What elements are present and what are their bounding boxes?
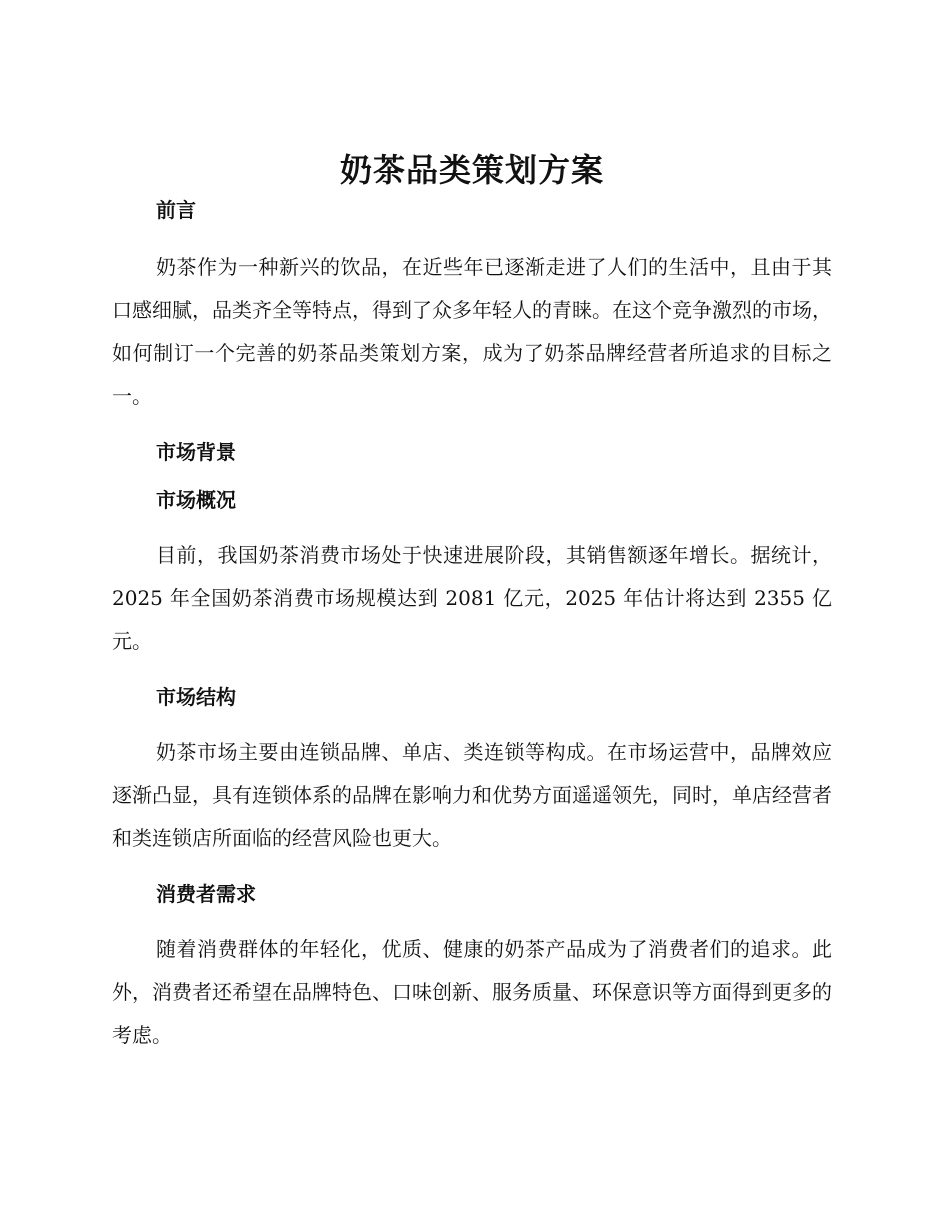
paragraph-consumer-demand: 随着消费群体的年轻化，优质、健康的奶茶产品成为了消费者们的追求。此外，消费者还希望在品牌特色、口味创新、服务质量、环保意识等方面得到更多的考虑。 [112,937,832,1047]
document-title: 奶茶品类策划方案 [339,151,604,189]
section-heading-market-background: 市场背景 [156,440,236,464]
section-heading-preface: 前言 [156,198,196,222]
document-page [112,148,832,1057]
paragraph-market-structure: 奶茶市场主要由连锁品牌、单店、类连锁等构成。在市场运营中，品牌效应逐渐凸显，具有连锁体系的品牌在影响力和优势方面遥遥领先，同时，单店经营者和类连锁店所面临的经营风险也更大。 [112,740,832,850]
section-heading-market-structure: 市场结构 [156,685,236,709]
section-heading-market-overview: 市场概况 [156,488,236,512]
paragraph-market-overview: 目前，我国奶茶消费市场处于快速进展阶段，其销售额逐年增长。据统计，2025 年全国奶茶消费市场规模达到 2081 亿元，2025 年估计将达到 2355 亿元。 [112,543,832,653]
section-heading-consumer-demand: 消费者需求 [156,882,256,906]
paragraph-preface: 奶茶作为一种新兴的饮品，在近些年已逐渐走进了人们的生活中，且由于其口感细腻，品类齐全等特点，得到了众多年轻人的青睐。在这个竞争激烈的市场，如何制订一个完善的奶茶品类策划方案，成为了奶茶品牌经营者所追求的目标之一。 [112,255,832,408]
